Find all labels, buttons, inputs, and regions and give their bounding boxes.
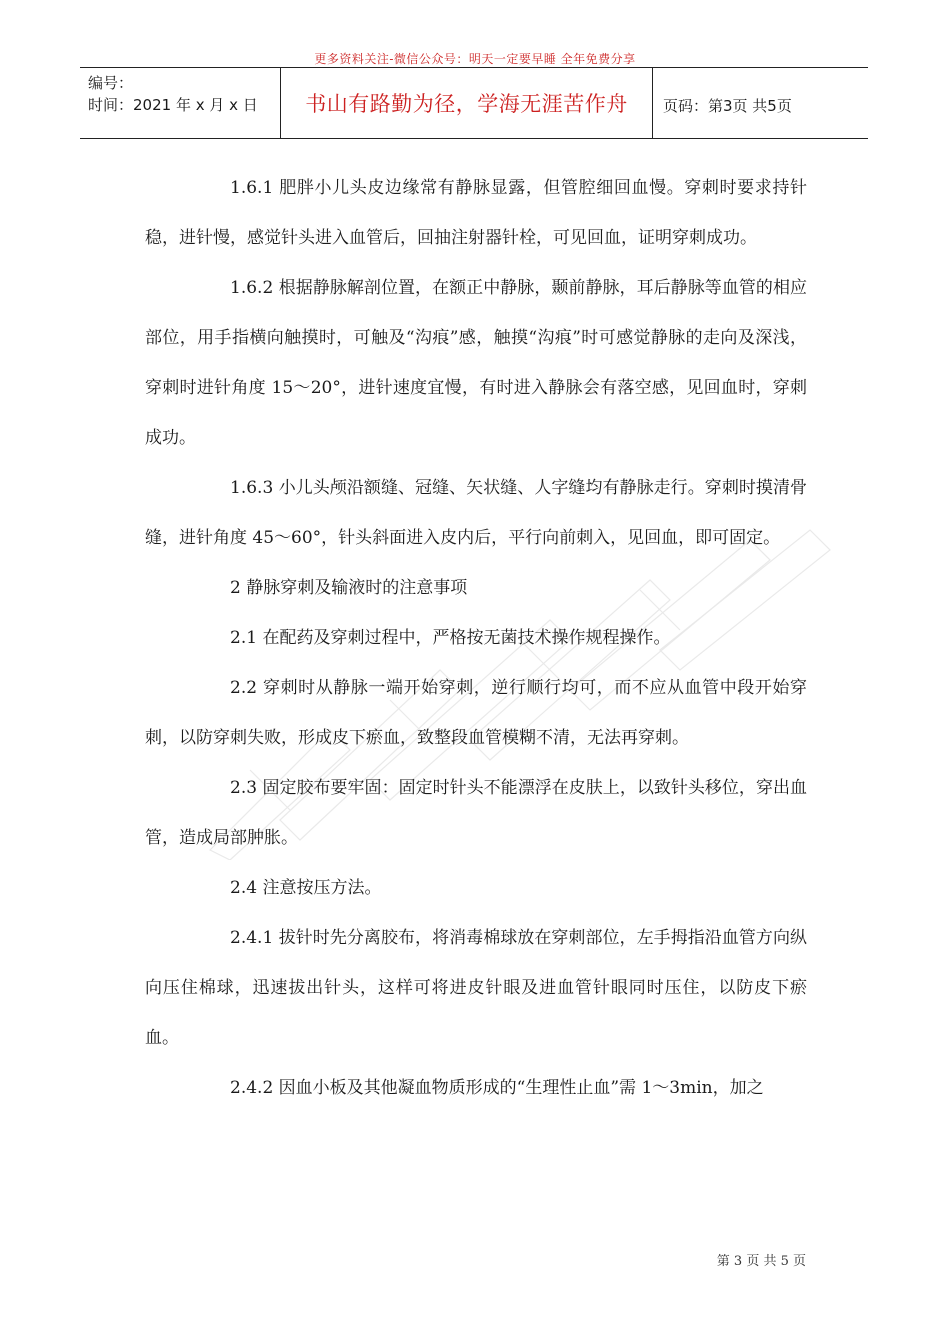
- paragraph-2-1: 2.1 在配药及穿刺过程中，严格按无菌技术操作规程操作。: [230, 628, 671, 648]
- paragraph-1-6-1: 1.6.1 肥胖小儿头皮边缘常有静脉显露，但管腔细回血慢。穿刺时要求持针稳，进针慢，感觉针头进入血管后，回抽注射器针栓，可见回血，证明穿刺成功。: [145, 178, 807, 248]
- paragraph-2-4: 2.4 注意按压方法。: [230, 878, 382, 898]
- header-page-code: 页码：第3页 共5页: [663, 96, 792, 115]
- document-body: [145, 163, 807, 1113]
- time-label: 时间：2021 年 x 月 x 日: [88, 96, 258, 114]
- paragraph-2-2: 2.2 穿刺时从静脉一端开始穿刺，逆行顺行均可，而不应从血管中段开始穿刺，以防穿刺失败，形成皮下瘀血，致整段血管模糊不清，无法再穿刺。: [145, 678, 807, 748]
- paragraph-2-4-1: 2.4.1 拔针时先分离胶布，将消毒棉球放在穿刺部位，左手拇指沿血管方向纵向压住棉球，迅速拔出针头，这样可将进皮针眼及进血管针眼同时压住，以防皮下瘀血。: [145, 928, 807, 1048]
- page-footer: 第 3 页 共 5 页: [716, 1254, 806, 1269]
- paragraph-2-3: 2.3 固定胶布要牢固：固定时针头不能漂浮在皮肤上，以致针头移位，穿出血管，造成局部肿胀。: [145, 778, 807, 848]
- paragraph-1-6-3: 1.6.3 小儿头颅沿额缝、冠缝、矢状缝、人字缝均有静脉走行。穿刺时摸清骨缝，进针角度 45～60°，针头斜面进入皮内后，平行向前刺入，见回血，即可固定。: [145, 478, 807, 548]
- paragraph-1-6-2: 1.6.2 根据静脉解剖位置，在额正中静脉，颞前静脉，耳后静脉等血管的相应部位，用手指横向触摸时，可触及“沟痕”感，触摸“沟痕”时可感觉静脉的走向及深浅，穿刺时进针角度 15～20°，进针速度宜慢，有时进入静脉会有落空感，见回血时，穿刺成功。: [145, 278, 807, 448]
- paragraph-2-4-2: 2.4.2 因血小板及其他凝血物质形成的“生理性止血”需 1～3min，加之: [230, 1078, 764, 1098]
- top-banner: 更多资料关注-微信公众号：明天一定要早睡 全年免费分享: [314, 52, 636, 66]
- section-heading-2: 2 静脉穿刺及输液时的注意事项: [230, 578, 468, 598]
- header-meta: [80, 68, 281, 138]
- header-motto: 书山有路勤为径，学海无涯苦作舟: [281, 68, 653, 138]
- document-header: [80, 67, 868, 139]
- code-label: 编号：: [88, 74, 134, 92]
